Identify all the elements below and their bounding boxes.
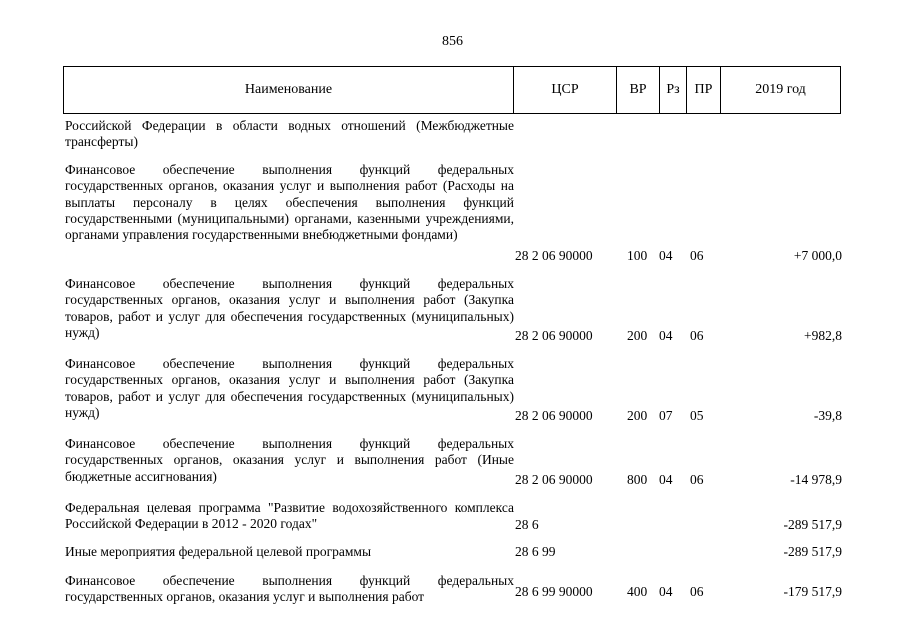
- row-csr: 28 2 06 90000: [515, 328, 593, 343]
- row-vr: 200: [627, 408, 648, 423]
- row-amount: -179 517,9: [783, 584, 842, 599]
- row-rz: 04: [659, 248, 673, 263]
- row-name: Финансовое обеспечение выполнения функций федеральных государственных органов, оказания услуг и выполнения работ (Иные бюджетные ассигнования): [65, 436, 514, 484]
- row-pr: 06: [690, 248, 704, 263]
- row-amount: -289 517,9: [783, 544, 842, 559]
- row-name: Финансовое обеспечение выполнения функций федеральных государственных органов, оказания услуг и выполнения работ (Расходы на выплаты персоналу в целях обеспечения выполнения функций государственными (муниципальными) органами, казенными учреждениями, органами управления государственными внебюджетными фондами): [65, 162, 514, 243]
- row-name: Финансовое обеспечение выполнения функций федеральных государственных органов, оказания услуг и выполнения работ (Закупка товаров, работ и услуг для обеспечения государственных (муниципальных) нужд): [65, 356, 514, 420]
- row-csr: 28 2 06 90000: [515, 408, 593, 423]
- header-rz: Рз: [660, 67, 687, 114]
- row-pr: 05: [690, 408, 704, 423]
- row-csr: 28 2 06 90000: [515, 472, 593, 487]
- row-rz: 04: [659, 328, 673, 343]
- header-vr: ВР: [617, 67, 660, 114]
- row-csr: 28 6 99: [515, 544, 556, 559]
- row-amount: -14 978,9: [790, 472, 842, 487]
- row-pr: 06: [690, 328, 704, 343]
- header-name: Наименование: [64, 67, 514, 114]
- row-name: Финансовое обеспечение выполнения функций федеральных государственных органов, оказания услуг и выполнения работ: [65, 573, 514, 605]
- row-vr: 400: [627, 584, 648, 599]
- header-csr: ЦСР: [514, 67, 617, 114]
- row-pr: 06: [690, 472, 704, 487]
- row-csr: 28 2 06 90000: [515, 248, 593, 263]
- row-vr: 800: [627, 472, 648, 487]
- row-amount: -39,8: [813, 408, 842, 423]
- row-name: Федеральная целевая программа "Развитие водохозяйственного комплекса Российской Федерации в 2012 - 2020 годах": [65, 500, 514, 532]
- row-vr: 100: [627, 248, 648, 263]
- row-rz: 04: [659, 584, 673, 599]
- header-year: 2019 год: [721, 67, 841, 114]
- row-pr: 06: [690, 584, 704, 599]
- row-rz: 04: [659, 472, 673, 487]
- row-csr: 28 6 99 90000: [515, 584, 593, 599]
- row-rz: 07: [659, 408, 673, 423]
- row-amount: -289 517,9: [783, 517, 842, 532]
- row-amount: +982,8: [804, 328, 842, 343]
- row-csr: 28 6: [515, 517, 539, 532]
- row-name: Иные мероприятия федеральной целевой программы: [65, 544, 372, 559]
- row-vr: 200: [627, 328, 648, 343]
- header-pr: ПР: [687, 67, 721, 114]
- row-name: Финансовое обеспечение выполнения функций федеральных государственных органов, оказания услуг и выполнения работ (Закупка товаров, работ и услуг для обеспечения государственных (муниципальных) нужд): [65, 276, 514, 340]
- row-amount: +7 000,0: [793, 248, 842, 263]
- row-name: Российской Федерации в области водных отношений (Межбюджетные трансферты): [65, 118, 514, 150]
- page-number: 856: [442, 34, 463, 49]
- table-header: [63, 66, 841, 114]
